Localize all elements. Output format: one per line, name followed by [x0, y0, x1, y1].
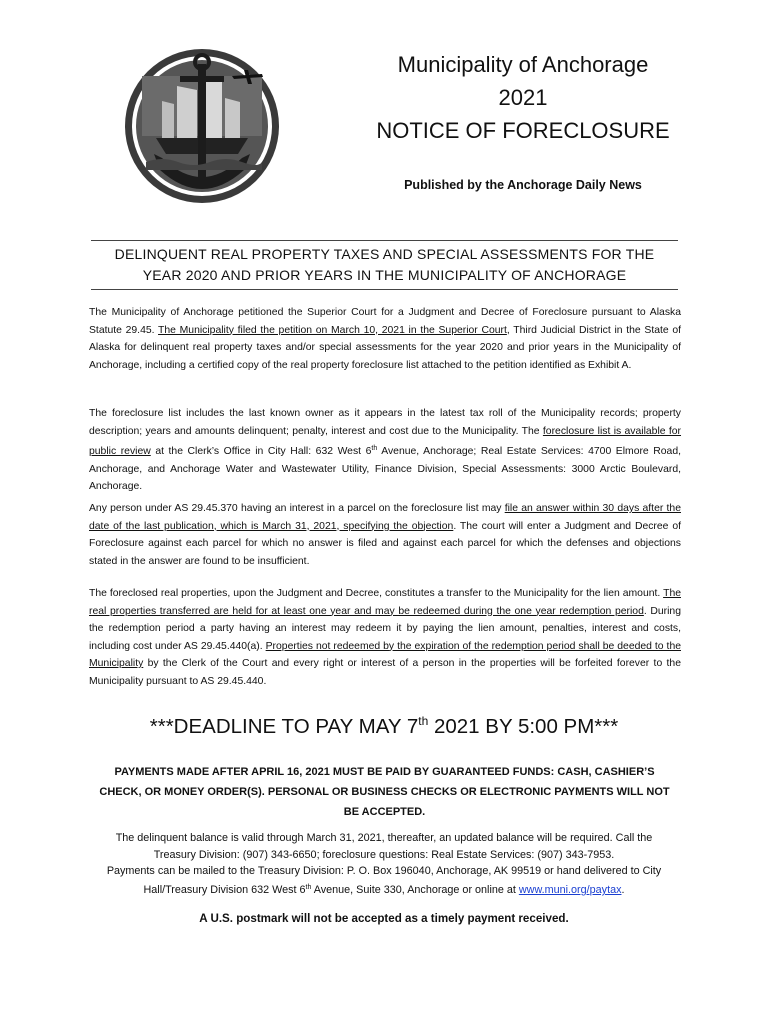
document-title-year: 2021: [498, 85, 548, 110]
payments-notice: [91, 762, 678, 822]
municipality-seal-icon: [122, 46, 282, 206]
underlined-text: foreclosure list is available for public review: [89, 425, 682, 457]
text: Avenue, Suite 330, Anchorage or online at: [311, 884, 519, 897]
divider-bottom: [91, 289, 678, 290]
text: by the Clerk of the Court and every right or interest of a person in the properties will be forfeited forever to the Municipality pursuant to AS 29.45.440.: [89, 658, 681, 687]
text: Avenue, Anchorage; Real Estate Services: 4700 Elmore Road, Anchorage, and Anchorage Water and Wastewater Utility, Finance Division, Special Assessments: 3000 Arctic Boulevard, Anchorage.: [89, 446, 682, 492]
title-block: [320, 48, 726, 147]
text: , Third Judicial District in the State of Alaska for delinquent real property taxes and/or special assessments for the year 2020 and prior years in the Municipality of Anchorage, including a certified copy of the real property foreclosure list attached to the petition identified as Exhibit A.: [89, 324, 682, 371]
payments-notice-line: BE ACCEPTED.: [343, 806, 426, 818]
text: at the Clerk’s Office in City Hall: 632 West 6: [150, 446, 372, 457]
section-heading: [91, 244, 678, 286]
underlined-text: The Municipality filed the petition on March 10, 2021 in the Superior Court: [158, 324, 507, 336]
paragraph-redemption: [89, 585, 681, 690]
balance-info-line: Treasury Division: (907) 343-6650; foreclosure questions: Real Estate Services: (907) 343-7953.: [153, 848, 615, 861]
superscript: th: [305, 884, 312, 892]
postmark-notice: A U.S. postmark will not be accepted as a timely payment received.: [199, 912, 569, 925]
section-heading-line-1: DELINQUENT REAL PROPERTY TAXES AND SPECIAL ASSESSMENTS FOR THE: [114, 246, 655, 262]
paragraph-petition: [89, 304, 681, 374]
text: . The court will enter a Judgment and Decree of Foreclosure against each parcel for which no answer is filed and against each parcel for which the defenses and objections stated in the answer are found to be insufficient.: [89, 520, 681, 567]
deadline-banner: [60, 714, 708, 739]
deadline-text: 2021 BY 5:00 PM***: [428, 715, 619, 738]
text: The foreclosure list includes the last known owner as it appears in the latest tax roll of the Municipality records; property description; years and amounts delinquent; penalty, interest and cost due to the Municipality. The: [89, 408, 681, 437]
paragraph-foreclosure-list: [89, 405, 681, 496]
text: The Municipality of Anchorage petitioned the Superior Court for a Judgment and Decree of Foreclosure pursuant to Alaska Statute 29.45.: [89, 307, 681, 336]
deadline-text: ***DEADLINE TO PAY MAY 7: [149, 715, 419, 738]
underlined-text: Properties not redeemed by the expiration of the redemption period shall be deeded to the Municipality: [89, 640, 681, 669]
text: Hall/Treasury Division 632 West 6: [143, 884, 306, 897]
balance-info-line: The delinquent balance is valid through March 31, 2021, thereafter, an updated balance will be required. Call the: [115, 832, 653, 844]
superscript: th: [418, 714, 429, 728]
published-by-line: Published by the Anchorage Daily News: [404, 178, 642, 192]
paragraph-file-answer: [89, 500, 681, 570]
section-heading-line-2: YEAR 2020 AND PRIOR YEARS IN THE MUNICIPALITY OF ANCHORAGE: [142, 267, 627, 283]
document-title-notice: NOTICE OF FORECLOSURE: [376, 118, 670, 143]
divider-top: [91, 240, 678, 241]
underlined-text: file an answer within 30 days after the date of the last publication, which is March 31, 2021, specifying the objection: [89, 503, 681, 532]
document-title-municipality: Municipality of Anchorage: [397, 52, 649, 77]
payments-notice-line: PAYMENTS MADE AFTER APRIL 16, 2021 MUST BE PAID BY GUARANTEED FUNDS: CASH, CASHIER’S: [114, 766, 655, 778]
paytax-link[interactable]: www.muni.org/paytax: [518, 884, 622, 897]
balance-info-line: [80, 880, 688, 899]
underlined-text: The real properties transferred are held for at least one year and may be redeemed during the one year redemption period: [89, 588, 681, 617]
balance-info-line: Payments can be mailed to the Treasury Division: P. O. Box 196040, Anchorage, AK 99519 or hand delivered to City: [106, 865, 662, 878]
superscript: th: [371, 445, 378, 452]
balance-info: [80, 830, 688, 899]
text: Any person under AS 29.45.370 having an interest in a parcel on the foreclosure list may: [89, 503, 505, 514]
payments-notice-line: CHECK, OR MONEY ORDER(S). PERSONAL OR BUSINESS CHECKS OR ELECTRONIC PAYMENTS WILL NOT: [99, 786, 670, 798]
text: . During the redemption period a party having an interest may redeem it by paying the lien amount, penalties, interest and costs, including cost under AS 29.45.440(a).: [89, 605, 681, 652]
text: .: [621, 884, 625, 897]
text: The foreclosed real properties, upon the Judgment and Decree, constitutes a transfer to the Municipality for the lien amount.: [89, 588, 664, 599]
